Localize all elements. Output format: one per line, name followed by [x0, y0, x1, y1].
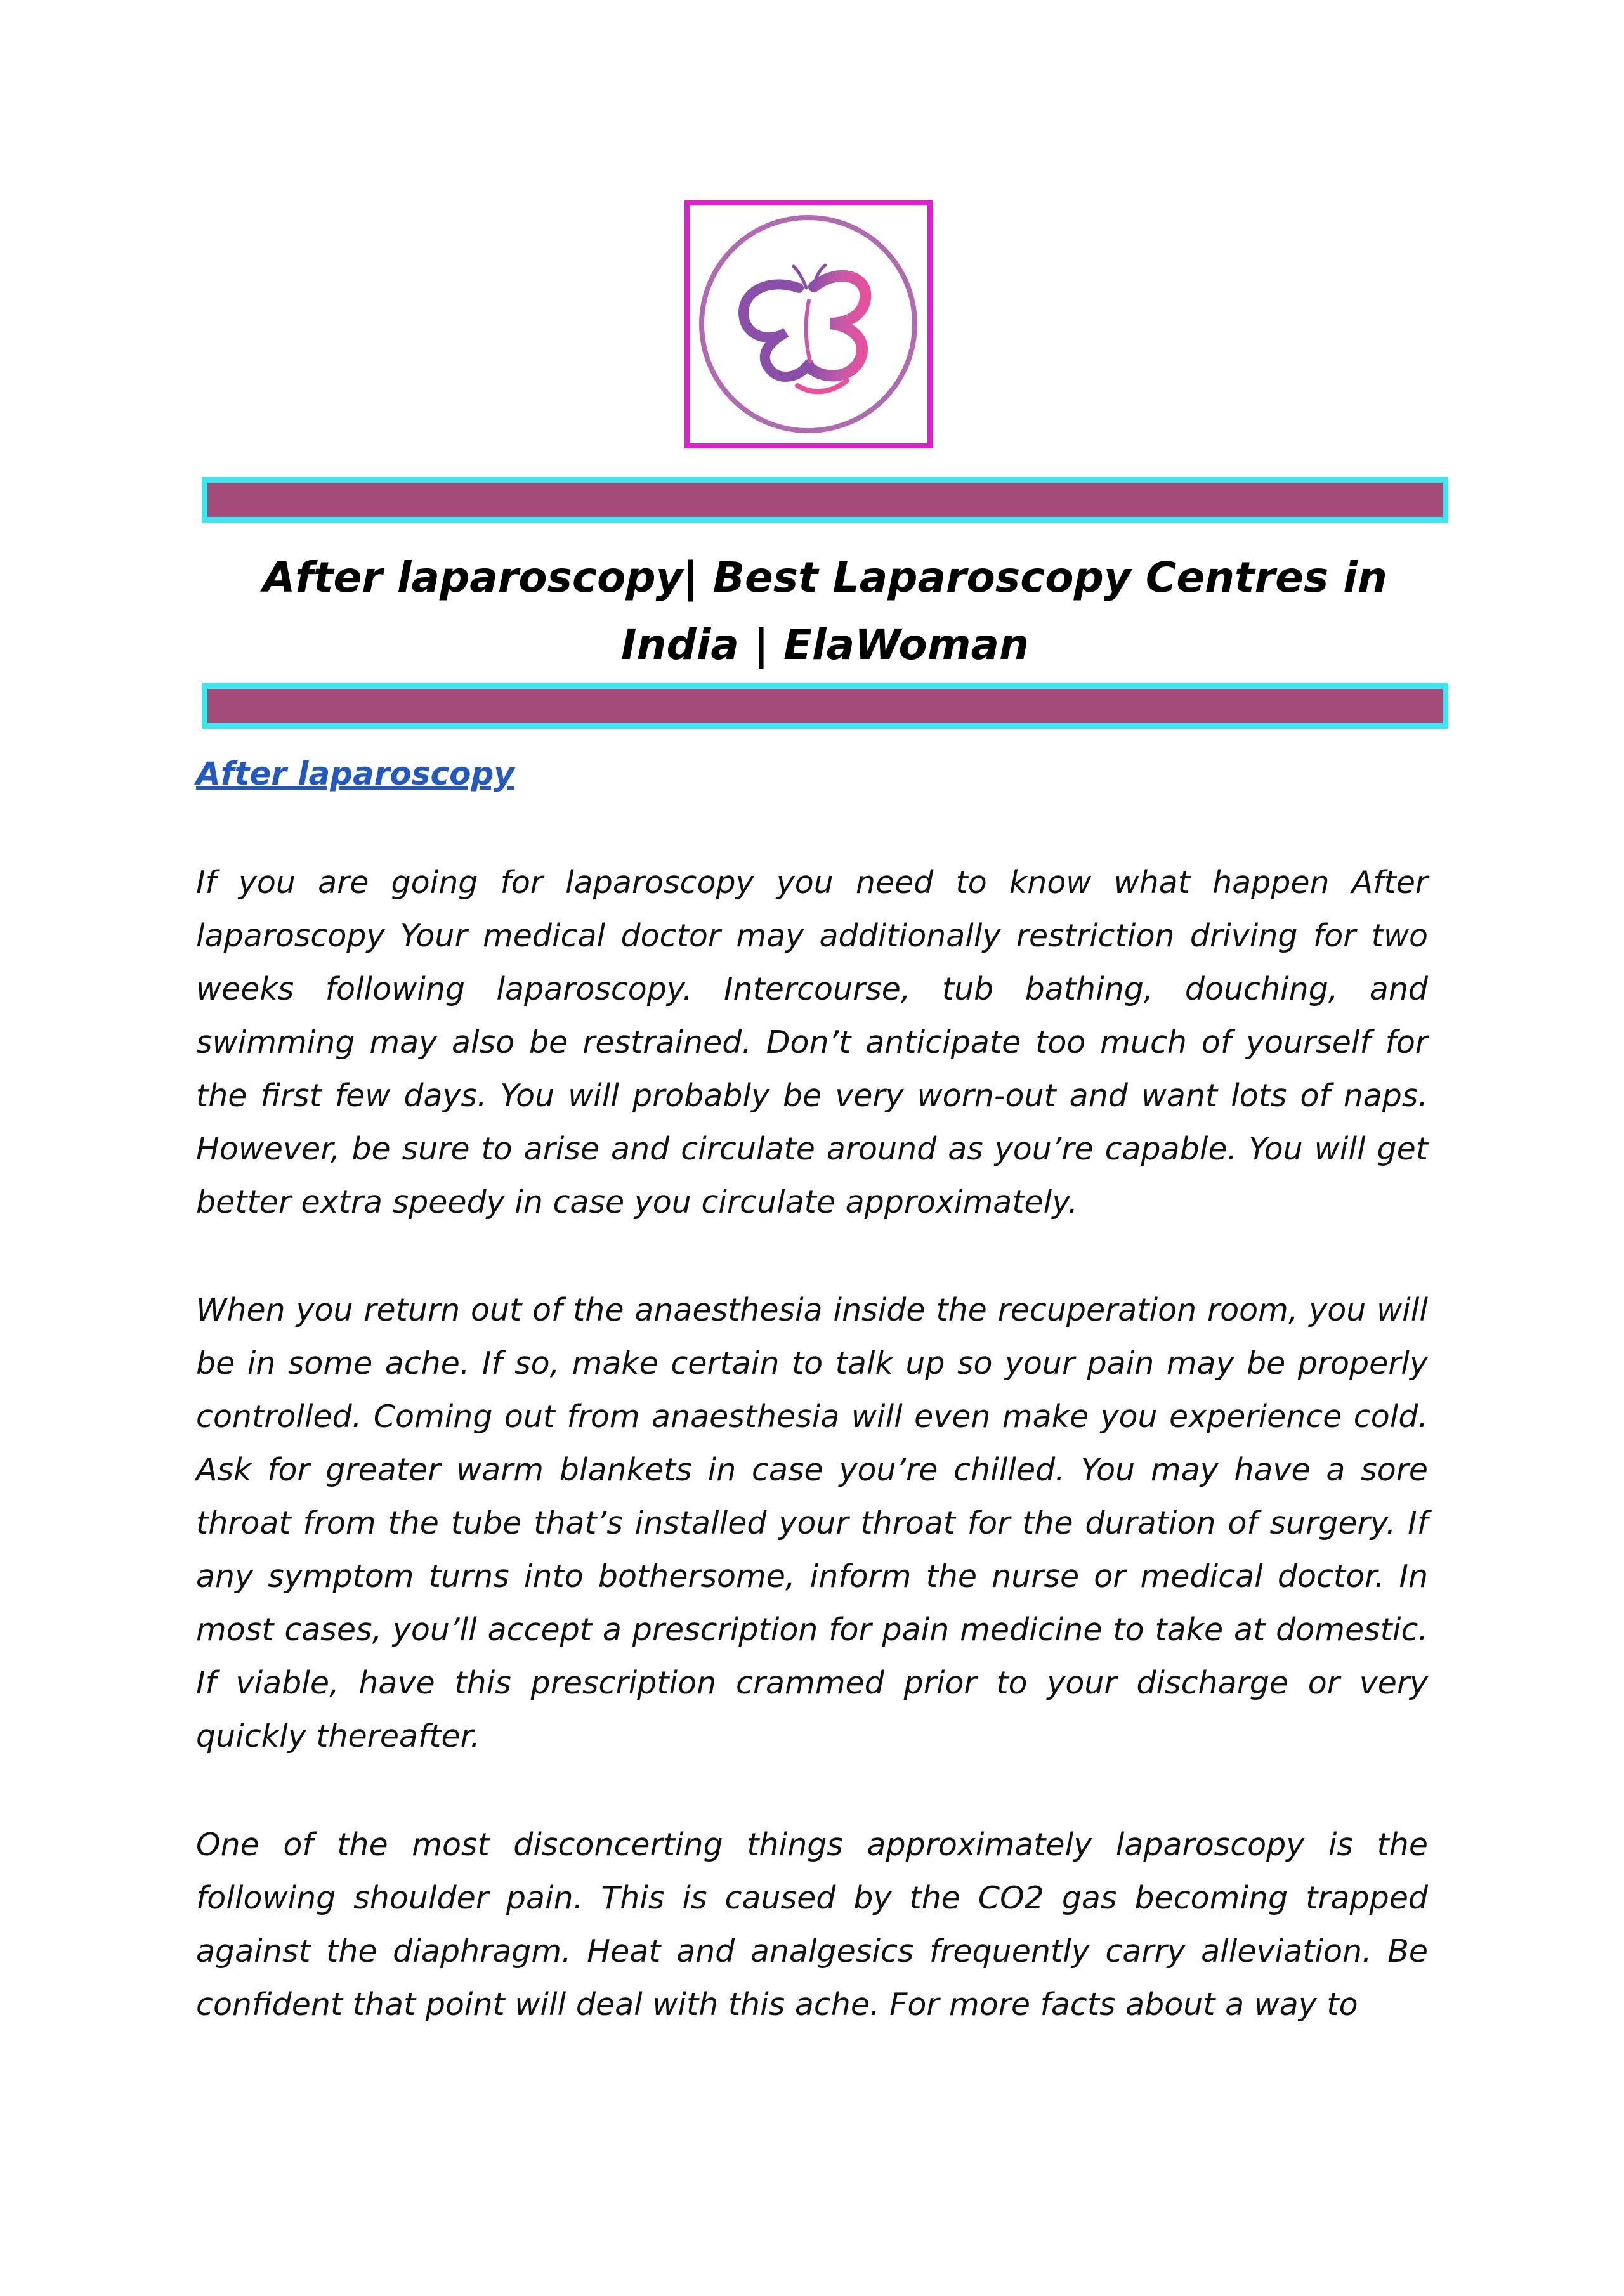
- brand-logo: [684, 200, 933, 448]
- paragraph-recovery-restrictions: If you are going for laparoscopy you need to know what happen After laparoscopy Your medical doctor may additionally restriction driving for two weeks following laparoscopy. Intercourse, tub bathing, douching, and swimming may also be restrained. Don’t anticipate too much of yourself for the first few days. You will probably be very worn-out and want lots of naps. However, be sure to arise and circulate around as you’re capable. You will get better extra speedy in case you circulate approximately.: [196, 864, 1428, 1220]
- butterfly-logo-icon: [690, 205, 927, 443]
- title-divider-top: [202, 477, 1448, 523]
- title-divider-bottom: [202, 683, 1448, 729]
- paragraph-shoulder-pain: One of the most disconcerting things approximately laparoscopy is the following shoulder pain. This is caused by the CO2 gas becoming trapped against the diaphragm. Heat and analgesics frequently carry alleviation. Be confident that point will deal with this ache. For more facts about a way to: [196, 1827, 1428, 2023]
- page-title: After laparoscopy| Best Laparoscopy Centres in India | ElaWoman: [263, 553, 1387, 669]
- after-laparoscopy-link[interactable]: After laparoscopy: [196, 755, 514, 792]
- paragraph-anaesthesia-recovery: When you return out of the anaesthesia inside the recuperation room, you will be in some ache. If so, make certain to talk up so your pain may be properly controlled. Coming out from anaesthesia will even make you experience cold. Ask for greater warm blankets in case you’re chilled. You may have a sore throat from the tube that’s installed your throat for the duration of surgery. If any symptom turns into bothersome, inform the nurse or medical doctor. In most cases, you’ll accept a prescription for pain medicine to take at domestic. If viable, have this prescription crammed prior to your discharge or very quickly thereafter.: [196, 1292, 1428, 1754]
